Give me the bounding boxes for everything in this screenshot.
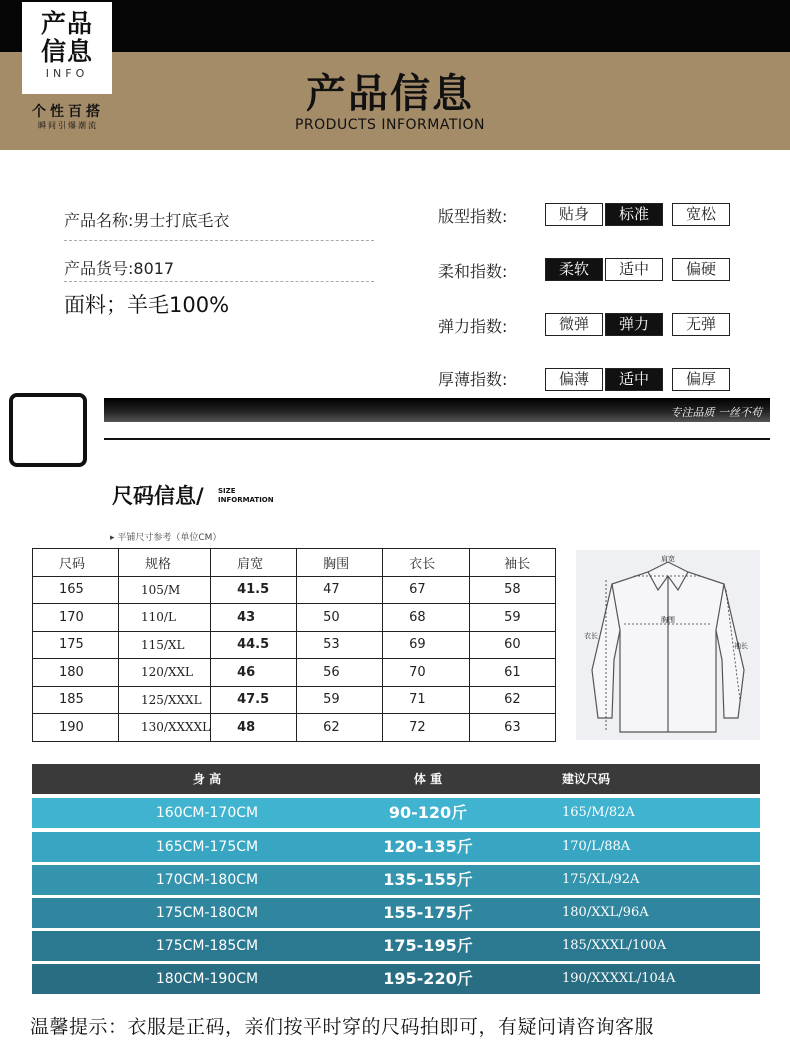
table-cell: 47.5 — [211, 686, 297, 714]
page-subtitle: PRODUCTS INFORMATION — [294, 117, 486, 133]
table-row — [33, 714, 556, 742]
product-name: 产品名称:男士打底毛衣 — [64, 211, 230, 230]
row-height: 180CM-190CM — [155, 971, 259, 987]
divider-slogan: 专注品质 一丝不苟 — [670, 406, 762, 419]
row-size: 175/XL/92A — [562, 872, 640, 887]
header-height: 身 高 — [192, 772, 222, 786]
size-table — [32, 548, 556, 742]
table-cell: 180 — [33, 659, 119, 687]
size-info-title: 尺码信息/ — [112, 484, 204, 508]
table-cell: 72 — [383, 714, 470, 742]
table-row — [33, 631, 556, 659]
table-header: 衣长 — [383, 549, 470, 577]
table-cell: 58 — [470, 576, 556, 604]
table-cell: 41.5 — [211, 576, 297, 604]
index-option: 贴身 — [545, 203, 603, 226]
logo — [22, 2, 112, 94]
table-row — [33, 659, 556, 687]
logo-line2: 信息 — [40, 37, 93, 66]
label-shoulder: 肩宽 — [661, 555, 675, 563]
section-divider-line — [104, 438, 770, 440]
table-cell: 43 — [211, 604, 297, 632]
table-cell: 120/XXL — [119, 659, 211, 687]
table-cell: 115/XL — [119, 631, 211, 659]
size-sub-line2: INFORMATION — [218, 496, 274, 504]
table-cell: 67 — [383, 576, 470, 604]
table-header: 袖长 — [470, 549, 556, 577]
index-option: 微弹 — [545, 313, 603, 336]
recommend-row — [32, 898, 760, 928]
index-label-fit: 版型指数: — [438, 207, 508, 226]
logo-line1: 产品 — [40, 9, 93, 38]
row-weight: 120-135斤 — [383, 837, 473, 856]
table-cell: 175 — [33, 631, 119, 659]
table-cell: 130/XXXXL — [119, 714, 211, 742]
index-option: 宽松 — [672, 203, 730, 226]
table-cell: 125/XXXL — [119, 686, 211, 714]
table-cell: 70 — [383, 659, 470, 687]
size-info-subtitle — [218, 487, 274, 505]
table-cell: 60 — [470, 631, 556, 659]
table-cell: 68 — [383, 604, 470, 632]
index-label-elasticity: 弹力指数: — [438, 317, 508, 336]
header-black-band — [0, 0, 790, 52]
recommend-row — [32, 865, 760, 895]
table-header: 胸围 — [297, 549, 383, 577]
row-height: 160CM-170CM — [155, 805, 259, 821]
row-height: 170CM-180CM — [155, 872, 259, 888]
table-cell: 170 — [33, 604, 119, 632]
table-cell: 50 — [297, 604, 383, 632]
table-cell: 71 — [383, 686, 470, 714]
index-option: 标准 — [605, 203, 663, 226]
recommend-row — [32, 798, 760, 828]
index-label-softness: 柔和指数: — [438, 262, 508, 281]
row-weight: 155-175斤 — [383, 903, 473, 922]
table-cell: 62 — [470, 686, 556, 714]
divider — [64, 240, 374, 241]
label-length: 衣长 — [584, 632, 598, 640]
table-header-row — [33, 549, 556, 577]
product-fabric: 面料；羊毛100% — [64, 293, 230, 317]
table-header: 肩宽 — [211, 549, 297, 577]
row-size: 185/XXXL/100A — [562, 938, 667, 953]
row-size: 170/L/88A — [562, 839, 631, 854]
table-cell: 110/L — [119, 604, 211, 632]
row-height: 165CM-175CM — [155, 839, 259, 855]
row-height: 175CM-185CM — [155, 938, 259, 954]
table-row — [33, 576, 556, 604]
index-label-thickness: 厚薄指数: — [438, 370, 508, 389]
size-sub-line1: SIZE — [218, 487, 236, 495]
table-cell: 56 — [297, 659, 383, 687]
table-cell: 61 — [470, 659, 556, 687]
row-weight: 90-120斤 — [388, 803, 468, 822]
header-size: 建议尺码 — [562, 772, 611, 786]
table-cell: 47 — [297, 576, 383, 604]
index-option: 偏硬 — [672, 258, 730, 281]
table-row — [33, 686, 556, 714]
table-cell: 185 — [33, 686, 119, 714]
section-divider-bar — [104, 398, 770, 422]
index-option: 弹力 — [605, 313, 663, 336]
row-size: 190/XXXXL/104A — [562, 971, 676, 986]
index-option: 偏薄 — [545, 368, 603, 391]
divider — [64, 281, 374, 282]
slogan-sub: 瞬间引爆潮流 — [38, 121, 98, 130]
row-weight: 135-155斤 — [383, 870, 473, 889]
table-cell: 63 — [470, 714, 556, 742]
table-cell: 44.5 — [211, 631, 297, 659]
page-title: 产品信息 — [306, 71, 474, 117]
label-sleeve: 袖长 — [734, 642, 748, 650]
row-weight: 175-195斤 — [383, 936, 473, 955]
table-cell: 69 — [383, 631, 470, 659]
index-option: 无弹 — [672, 313, 730, 336]
shirt-measurement-diagram — [576, 550, 760, 740]
index-option: 柔软 — [545, 258, 603, 281]
row-weight: 195-220斤 — [383, 969, 473, 988]
table-cell: 59 — [297, 686, 383, 714]
row-size: 165/M/82A — [562, 805, 635, 820]
product-code: 产品货号:8017 — [64, 259, 175, 278]
recommend-header — [32, 764, 760, 794]
recommend-row — [32, 832, 760, 862]
slogan: 个性百搭 — [32, 104, 104, 120]
table-cell: 46 — [211, 659, 297, 687]
row-height: 175CM-180CM — [155, 905, 259, 921]
table-cell: 53 — [297, 631, 383, 659]
table-cell: 105/M — [119, 576, 211, 604]
recommend-row — [32, 964, 760, 994]
table-cell: 62 — [297, 714, 383, 742]
recommend-row — [32, 931, 760, 961]
table-cell: 165 — [33, 576, 119, 604]
size-tip: 温馨提示：衣服是正码，亲们按平时穿的尺码拍即可，有疑问请咨询客服 — [30, 1016, 655, 1038]
table-cell: 48 — [211, 714, 297, 742]
table-header: 尺码 — [33, 549, 119, 577]
label-chest: 胸围 — [661, 616, 675, 624]
table-row — [33, 604, 556, 632]
index-option: 适中 — [605, 258, 663, 281]
shirt-illustration — [576, 550, 760, 740]
header-weight: 体 重 — [413, 772, 443, 786]
size-note: ▸ 平铺尺寸参考（单位CM） — [110, 533, 222, 543]
index-option: 偏厚 — [672, 368, 730, 391]
index-option: 适中 — [605, 368, 663, 391]
table-cell: 59 — [470, 604, 556, 632]
decorative-bracket — [9, 393, 87, 467]
row-size: 180/XXL/96A — [562, 905, 649, 920]
logo-info: INFO — [45, 67, 89, 80]
table-cell: 190 — [33, 714, 119, 742]
table-header: 规格 — [119, 549, 211, 577]
